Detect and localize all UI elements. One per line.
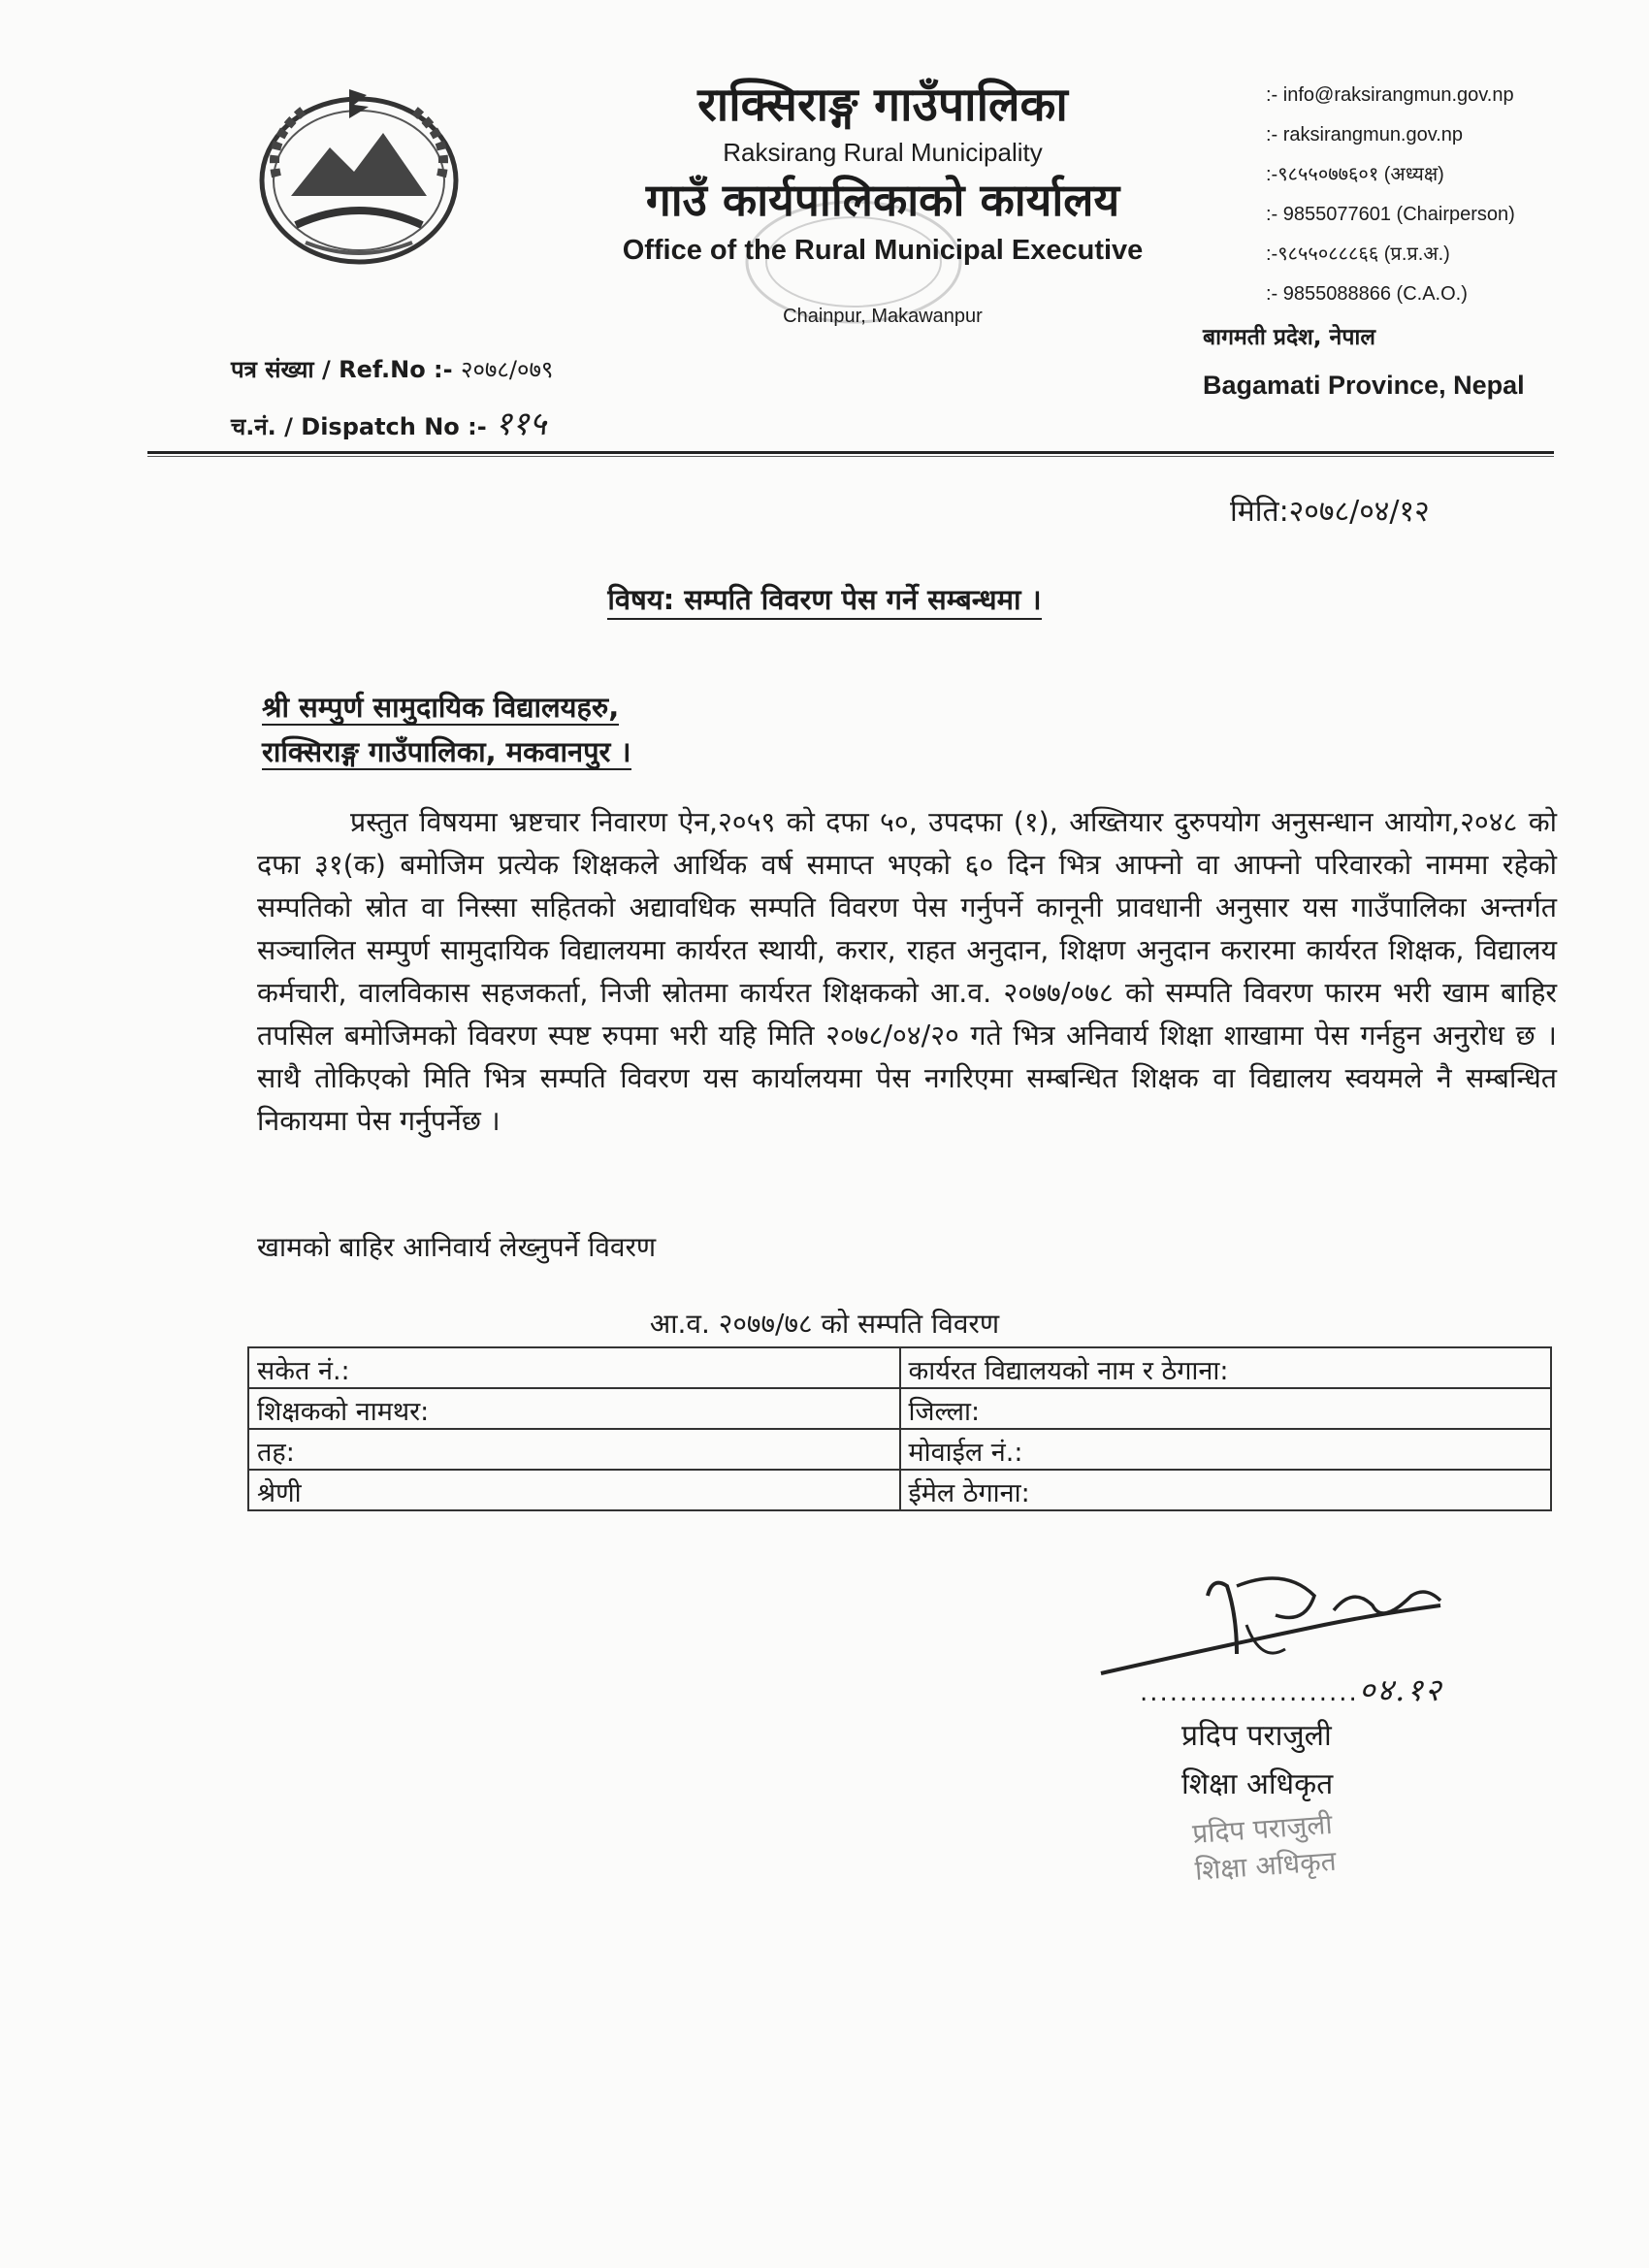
envelope-note: खामको बाहिर आनिवार्य लेख्नुपर्ने विवरण [257, 1231, 657, 1263]
table-row [248, 1388, 1551, 1429]
province-en: Bagamati Province, Nepal [1203, 371, 1525, 400]
table-cell: सकेत नं.: [248, 1347, 900, 1388]
stamp-name: प्रदिप पराजुली [1191, 1807, 1334, 1850]
property-details-table [247, 1346, 1552, 1511]
signatory-title: शिक्षा अधिकृत [1181, 1767, 1334, 1801]
contact-phone-cao: :- 9855088866 (C.A.O.) [1266, 283, 1468, 305]
table-cell: तह: [248, 1429, 900, 1470]
header-divider [147, 451, 1554, 457]
dispatch-label: च.नं. / Dispatch No :- [231, 413, 487, 440]
table-cell: शिक्षकको नामथर: [248, 1388, 900, 1429]
municipality-emblem [238, 80, 480, 274]
ref-label: पत्र संख्या / Ref.No :- [231, 356, 453, 383]
recipient-line-1: श्री सम्पुर्ण सामुदायिक विद्यालयहरु, [262, 691, 620, 724]
signature-line [1140, 1669, 1443, 1710]
province-np: बागमती प्रदेश, नेपाल [1203, 325, 1375, 350]
dispatch-number [231, 400, 546, 444]
table-cell: ईमेल ठेगाना: [900, 1470, 1552, 1510]
table-cell: मोवाईल नं.: [900, 1429, 1552, 1470]
signatory-name: प्रदिप पराजुली [1181, 1719, 1332, 1753]
signatory [1181, 1712, 1333, 1809]
table-cell: श्रेणी [248, 1470, 900, 1510]
contact-phone-np: :-९८५५०७७६०१ (अध्यक्ष) [1266, 164, 1444, 185]
name-stamp [1191, 1806, 1338, 1890]
letter-body: प्रस्तुत विषयमा भ्रष्टचार निवारण ऐन,२०५९ को दफा ५०, उपदफा (१), अख्तियार दुरुपयोग अनुसन्धान आयोग,२०४८ को दफा ३१(क) बमोजिम प्रत्येक शिक्षकले आर्थिक वर्ष समाप्त भएको ६० दिन भित्र आफ्नो वा आफ्नो परिवारको नाममा रहेको सम्पतिको स्रोत वा निस्सा सहितको अद्यावधिक सम्पति विवरण पेस गर्नुपर्ने कानूनी प्रावधानी अनुसार यस गाउँपालिका अन्तर्गत सञ्चालित सम्पुर्ण सामुदायिक विद्यालयमा कार्यरत स्थायी, करार, राहत अनुदान, शिक्षण अनुदान करारमा कार्यरत शिक्षक, विद्यालय कर्मचारी, वालविकास सहजकर्ता, निजी स्रोतमा कार्यरत शिक्षकको आ.व. २०७७/०७८ को सम्पति विवरण फारम भरी खाम बाहिर तपसिल बमोजिमको विवरण स्पष्ट रुपमा भरी यहि मिति २०७८/०४/२० गते भित्र अनिवार्य शिक्षा शाखामा पेस गर्नहुन अनुरोध छ । साथै तोकिएको मिति भित्र सम्पति विवरण यस कार्यालयमा पेस नगरिएमा सम्बन्धित शिक्षक वा विद्यालय स्वयमले नै सम्बन्धित निकायमा पेस गर्नुपर्नेछ । [257, 806, 1557, 1137]
contact-list [1266, 76, 1634, 314]
subject-line [0, 580, 1649, 618]
ref-value: २०७८/०७९ [460, 356, 554, 383]
contact-phone-chairperson: :- 9855077601 (Chairperson) [1266, 204, 1515, 225]
table-cell: कार्यरत विद्यालयको नाम र ठेगाना: [900, 1347, 1552, 1388]
contact-website: :- raksirangmun.gov.np [1266, 124, 1464, 146]
table-row [248, 1470, 1551, 1510]
letter-date: मिति:२०७८/०४/१२ [1230, 495, 1430, 529]
signature-date: ०४.१२ [1358, 1671, 1443, 1708]
property-table-title: आ.व. २०७७/७८ को सम्पति विवरण [649, 1308, 1000, 1340]
ref-number [231, 353, 553, 385]
letterhead [543, 78, 1222, 328]
recipient-line-2: राक्सिराङ्ग गाउँपालिका, मकवानपुर । [262, 735, 631, 768]
office-name-en: Office of the Rural Municipal Executive [622, 234, 1144, 266]
subject-text: विषय: सम्पति विवरण पेस गर्ने सम्बन्धमा । [607, 583, 1041, 620]
municipality-name-en: Raksirang Rural Municipality [723, 137, 1043, 167]
signature-dots: ...................... [1140, 1678, 1359, 1707]
dispatch-value: ११५ [495, 405, 547, 443]
recipient-block [262, 685, 631, 774]
contact-phone-cao-np: :-९८५५०८८८६६ (प्र.प्र.अ.) [1266, 243, 1450, 265]
table-row [248, 1429, 1551, 1470]
table-row [248, 1347, 1551, 1388]
office-name-np: गाउँ कार्यपालिकाको कार्यालय [645, 173, 1120, 226]
contact-email: :- info@raksirangmun.gov.np [1266, 84, 1514, 106]
office-location: Chainpur, Makawanpur [783, 305, 983, 327]
table-cell: जिल्ला: [900, 1388, 1552, 1429]
stamp-title: शिक्षा अधिकृत [1193, 1844, 1338, 1887]
municipality-name-np: राक्सिराङ्ग गाउँपालिका [697, 78, 1068, 132]
